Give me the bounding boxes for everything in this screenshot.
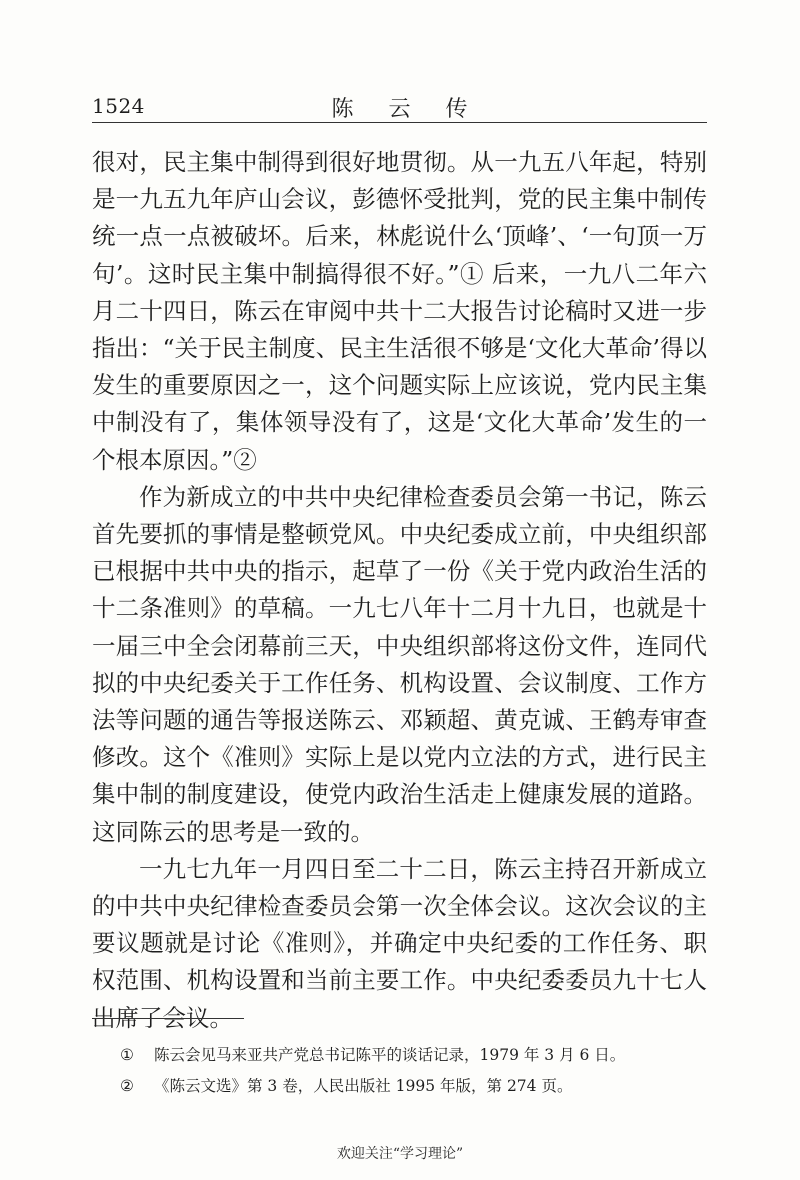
paragraph-1: 很对，民主集中制得到很好地贯彻。从一九五八年起，特别是一九五九年庐山会议，彭德怀受批判，党的民主集中制传统一点一点被破坏。后来，林彪说什么‘顶峰’、‘一句顶一万句’。这时民主集中制搞得很不好。”① 后来，一九八二年六月二十四日，陈云在审阅中共十二大报告讨论稿时又进一步指出：“关于民主制度、民主生活很不够是‘文化大革命’得以发生的重要原因之一，这个问题实际上应该说，党内民主集中制没有了，集体领导没有了，这是‘文化大革命’发生的一个根本原因。”② — [92, 148, 707, 474]
footnote-divider — [92, 1018, 244, 1019]
footnote-1 — [120, 1040, 710, 1071]
footnote-marker: ② — [120, 1077, 134, 1095]
watermark-caption: 欢迎关注“学习理论” — [336, 1146, 464, 1162]
page-header — [92, 92, 707, 123]
running-title: 陈 云 传 — [331, 97, 482, 122]
paragraph-2: 作为新成立的中共中央纪律检查委员会第一书记，陈云首先要抓的事情是整顿党风。中央纪委成立前，中央组织部已根据中共中央的指示，起草了一份《关于党内政治生活的十二条准则》的草稿。一九七八年十二月十九日，也就是十一届三中全会闭幕前三天，中央组织部将这份文件，连同代拟的中央纪委关于工作任务、机构设置、会议制度、工作方法等问题的通告等报送陈云、邓颖超、黄克诚、王鹤寿审查修改。这个《准则》实际上是以党内立法的方式，进行民主集中制的制度建设，使党内政治生活走上健康发展的道路。这同陈云的思考是一致的。 — [92, 482, 707, 846]
footnotes — [120, 1040, 710, 1102]
footnote-text: 《陈云文选》第 3 卷，人民出版社 1995 年版，第 274 页。 — [154, 1077, 573, 1095]
paragraph-3: 一九七九年一月四日至二十二日，陈云主持召开新成立的中共中央纪律检查委员会第一次全体会议。这次会议的主要议题就是讨论《准则》，并确定中央纪委的工作任务、职权范围、机构设置和当前主要工作。中央纪委委员九十七人出席了会议。 — [92, 854, 707, 1032]
body-text — [92, 144, 707, 1037]
footnote-text: 陈云会见马来亚共产党总书记陈平的谈话记录，1979 年 3 月 6 日。 — [154, 1046, 626, 1064]
footnote-marker: ① — [120, 1046, 134, 1064]
page-number: 1524 — [92, 94, 145, 118]
footnote-2 — [120, 1071, 710, 1102]
